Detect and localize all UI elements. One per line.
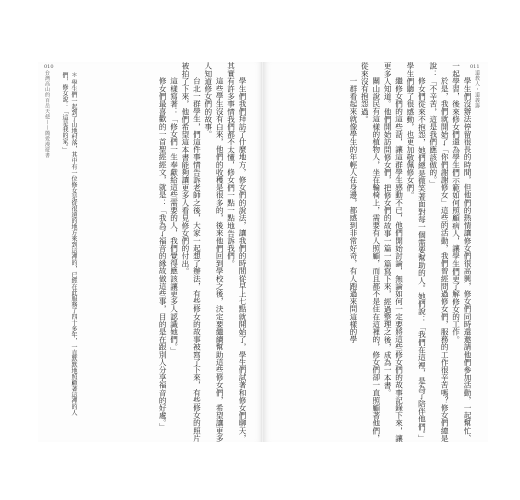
left-paragraph: 這樣寫著：「修女們一生奉獻給這些需要的人，我們覺得應該讓更多人認識她們。」	[169, 77, 179, 355]
left-page-number: 010	[44, 64, 54, 70]
right-chapter-title: 道教人・道義籌	[474, 70, 480, 109]
left-paragraph: 修女們最喜歡的一首聖經經文，就是：「我為了福音的緣故做這些事，目的是在跟別人分享福音的好處。」	[158, 77, 168, 431]
right-paragraph: 學生們沒辦法停留很長的時間，但他們的熱情讓修女們很高興，修女們同時還邀請他們參加活動，一起幫忙、一起學習，後來修女們還為學生們示範如何照顧病人，讓學生們更了解修女的工作。	[451, 62, 472, 442]
footnote-text: ＊ 學生們一起到了山地村落，其中有一位修女是從很遠的地方來到這裡的，已經在此服務了四十多年，一直默默地照顧著這裡的人們，修女說：「這是我的家。」	[61, 72, 77, 416]
right-paragraph: 於是，我們就開始了「你們謝謝修女」這些的活動，我們曾經問過修女們，服務的工作很辛苦嗎？修女們總是說：「不辛苦，這是我們應該做的。」	[428, 62, 450, 442]
left-paragraph: 這些學生沒有白來，他們的收穫是很多的，後來他們回到學校之後，決定要繼續幫助這些修女們，希望讓更多人知道修女們的故事。	[203, 62, 225, 442]
right-page	[263, 62, 488, 442]
right-paragraph: 修女們從來不抱怨，她們總是微笑著面對每一個需要幫助的人。她們說：「我們在這裡，是為了陪伴他們。」學生們聽了很感動，也更加敬佩修女們。	[405, 62, 427, 442]
left-book-title: 台灣高山的百岳天使——簡愛漫遊書	[44, 70, 50, 158]
right-page-body	[273, 62, 473, 442]
left-running-head	[44, 70, 51, 190]
right-page-number: 011	[470, 64, 480, 70]
left-paragraph: 台北一群學生，們這件事情告訴老師之後，大家一起想了辦法，有些修女的故事被寫了下來，有些修女的照片被拍了下來，他們希望這本書能夠讓更多人看見修女們的付出。	[180, 62, 202, 442]
right-paragraph: 繼修女們的這些話，讓這群學生感動不已，他們開始討論，無論如何一定要將這些修女們的故事記錄下來，讓更多人知道。他們開始訪問修女們，把修女們的故事一篇一篇寫下來，經過整理之後，成為一本書。	[383, 62, 404, 442]
right-running-head	[474, 70, 481, 150]
right-paragraph: 一群看起來就像學生的年輕人在身邊，都感到非常好奇，有人跑過來問這樣的學	[348, 77, 358, 344]
right-paragraph: 關山說民有這樣的植物人，坐在輪椅上，需要有人照顧，而且都不是住在這裡的，修女們卻一直照顧著他們，從來沒有抱怨過。	[360, 62, 381, 442]
left-page	[38, 62, 263, 442]
left-paragraph: 學生們我們拜訪了什麼地方，修女們的說法，讓我們的時間從早上七點就開始了，學生們試著和修女們聊天，其實有許多事情我們都不太懂，修女們一點一點地告訴我們。	[226, 62, 247, 442]
left-page-body	[52, 62, 248, 442]
